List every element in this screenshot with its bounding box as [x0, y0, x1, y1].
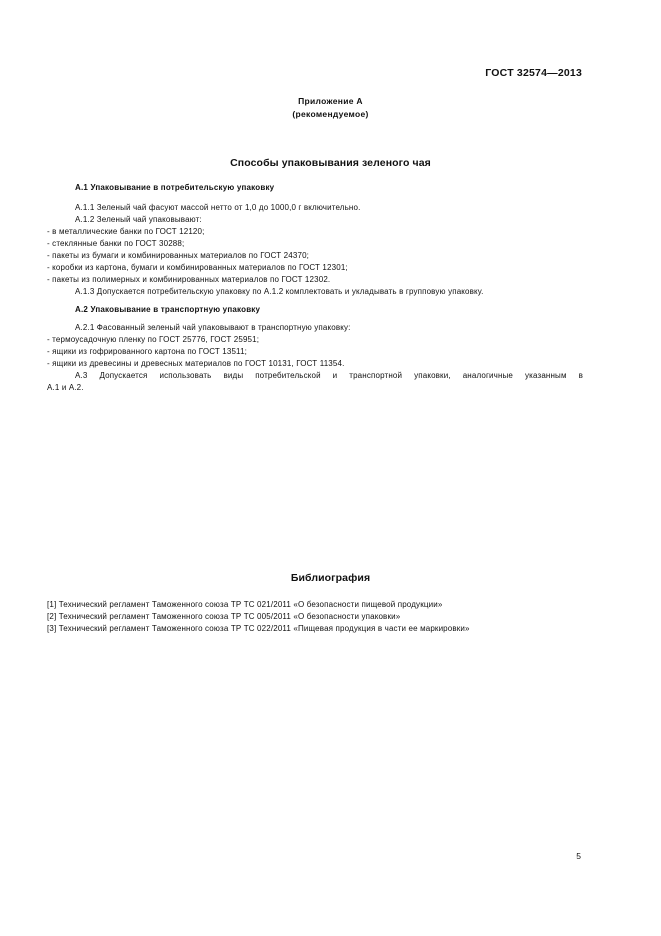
- paragraph-a1-3: А.1.3 Допускается потребительскую упаковку по А.1.2 комплектовать и укладывать в групповую упаковку.: [75, 287, 484, 296]
- list-item: - ящики из гофрированного картона по ГОСТ 13511;: [47, 347, 248, 356]
- paragraph-a3-line2: А.1 и А.2.: [47, 383, 84, 392]
- document-id: ГОСТ 32574—2013: [485, 67, 582, 79]
- annex-heading: Способы упаковывания зеленого чая: [230, 157, 431, 169]
- bibliography-item: [1] Технический регламент Таможенного союза ТР ТС 021/2011 «О безопасности пищевой продукции»: [47, 600, 443, 609]
- paragraph-a2-1: А.2.1 Фасованный зеленый чай упаковывают в транспортную упаковку:: [75, 323, 351, 332]
- list-item: - ящики из древесины и древесных материалов по ГОСТ 10131, ГОСТ 11354.: [47, 359, 345, 368]
- list-item: - пакеты из бумаги и комбинированных материалов по ГОСТ 24370;: [47, 251, 310, 260]
- list-item: - термоусадочную пленку по ГОСТ 25776, ГОСТ 25951;: [47, 335, 260, 344]
- section-heading-a1: А.1 Упаковывание в потребительскую упаковку: [75, 183, 275, 192]
- annex-title: Приложение А: [298, 96, 363, 106]
- bibliography-item: [2] Технический регламент Таможенного союза ТР ТС 005/2011 «О безопасности упаковки»: [47, 612, 401, 621]
- list-item: - коробки из картона, бумаги и комбинированных материалов по ГОСТ 12301;: [47, 263, 348, 272]
- bibliography-item: [3] Технический регламент Таможенного союза ТР ТС 022/2011 «Пищевая продукция в части ее маркировки»: [47, 624, 470, 633]
- paragraph-a1-1: А.1.1 Зеленый чай фасуют массой нетто от 1,0 до 1000,0 г включительно.: [75, 203, 361, 212]
- list-item: - стеклянные банки по ГОСТ 30288;: [47, 239, 185, 248]
- paragraph-a3-line1: А.3 Допускается использовать виды потребительской и транспортной упаковки, аналогичные указанным в: [75, 371, 583, 380]
- bibliography-title: Библиография: [290, 572, 371, 584]
- list-item: - в металлические банки по ГОСТ 12120;: [47, 227, 205, 236]
- section-heading-a2: А.2 Упаковывание в транспортную упаковку: [75, 305, 261, 314]
- list-item: - пакеты из полимерных и комбинированных материалов по ГОСТ 12302.: [47, 275, 331, 284]
- paragraph-a1-2: А.1.2 Зеленый чай упаковывают:: [75, 215, 202, 224]
- page-number: 5: [576, 851, 581, 861]
- annex-status: (рекомендуемое): [292, 109, 369, 119]
